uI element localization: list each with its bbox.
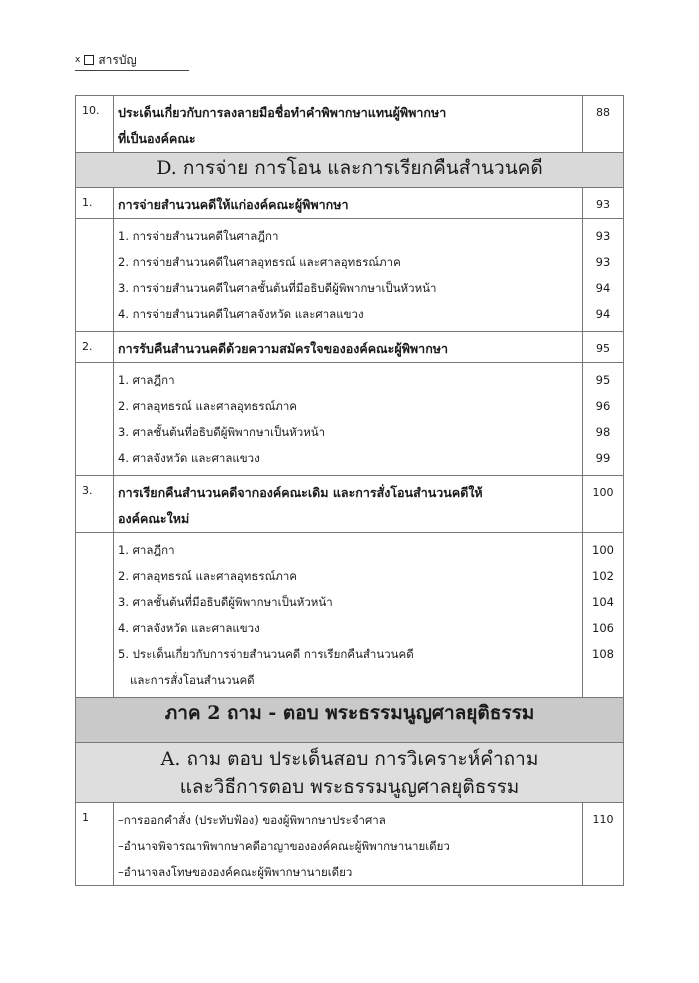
sub-page: 93 [595, 255, 611, 269]
sub-item: 3. ศาลชั้นต้นที่มีอธิบดีผู้พิพากษาเป็นหัวหน้า [118, 595, 333, 609]
title-line: ที่เป็นองค์คณะ [118, 131, 196, 146]
table-of-contents [75, 95, 624, 886]
sub-item: 4. การจ่ายสำนวนคดีในศาลจังหวัด และศาลแขวง [118, 307, 364, 321]
sub-item: 2. การจ่ายสำนวนคดีในศาลอุทธรณ์ และศาลอุทธรณ์ภาค [118, 255, 401, 269]
heading-line: A. ถาม ตอบ ประเด็นสอบ การวิเคราะห์คำถาม [160, 747, 539, 770]
sub-item: 5. ประเด็นเกี่ยวกับการจ่ายสำนวนคดี การเรียกคืนสำนวนคดี [118, 647, 414, 661]
toc-subrows [76, 363, 624, 476]
sub-page: 94 [595, 281, 611, 295]
sub-item: 2. ศาลอุทธรณ์ และศาลอุทธรณ์ภาค [118, 399, 297, 413]
sub-item: 1. ศาลฎีกา [118, 373, 175, 387]
title-line: การเรียกคืนสำนวนคดีจากองค์คณะเดิม และการสั่งโอนสำนวนคดีให้ [118, 485, 483, 500]
page-number: 100 [583, 476, 624, 533]
toc-row [76, 803, 624, 886]
sub-page: 95 [595, 373, 611, 387]
title-line: ประเด็นเกี่ยวกับการลงลายมือชื่อทำคำพิพากษาแทนผู้พิพากษา [118, 105, 447, 120]
page-number: 110 [583, 803, 624, 886]
title-line: –การออกคำสั่ง (ประทับฟ้อง) ของผู้พิพากษาประจำศาล [118, 813, 386, 827]
sub-item-continued: และการสั่งโอนสำนวนคดี [130, 673, 255, 687]
sub-item: 1. การจ่ายสำนวนคดีในศาลฎีกา [118, 229, 279, 243]
sub-page: 102 [592, 569, 614, 583]
sub-page: 93 [595, 229, 611, 243]
part-heading: ภาค 2 ถาม - ตอบ พระธรรมนูญศาลยุติธรรม [76, 698, 624, 743]
toc-row [76, 188, 624, 219]
toc-subrows [76, 219, 624, 332]
sub-item: 1. ศาลฎีกา [118, 543, 175, 557]
header-mark: x [75, 55, 81, 65]
sub-item: 4. ศาลจังหวัด และศาลแขวง [118, 621, 260, 635]
sub-page: 94 [595, 307, 611, 321]
sub-page: 106 [592, 621, 614, 635]
sub-page: 98 [595, 425, 611, 439]
page-number: 95 [583, 332, 624, 363]
section-heading-d: D. การจ่าย การโอน และการเรียกคืนสำนวนคดี [76, 153, 624, 188]
page-number: 88 [583, 96, 624, 153]
section-heading-a [76, 743, 624, 803]
sub-page: 104 [592, 595, 614, 609]
title-line: –อำนาจพิจารณาพิพากษาคดีอาญาขององค์คณะผู้พิพากษานายเดียว [118, 839, 450, 853]
toc-row [76, 96, 624, 153]
sub-item: 3. การจ่ายสำนวนคดีในศาลชั้นต้นที่มีอธิบดีผู้พิพากษาเป็นหัวหน้า [118, 281, 437, 295]
row-number: 3. [76, 476, 114, 533]
sub-item: 2. ศาลอุทธรณ์ และศาลอุทธรณ์ภาค [118, 569, 297, 583]
checkbox-icon [84, 55, 94, 65]
sub-page: 108 [592, 647, 614, 661]
title-line: องค์คณะใหม่ [118, 511, 190, 526]
running-header [75, 50, 189, 71]
toc-subrows [76, 533, 624, 698]
row-title: การรับคืนสำนวนคดีด้วยความสมัครใจขององค์คณะผู้พิพากษา [114, 332, 583, 363]
sub-item: 4. ศาลจังหวัด และศาลแขวง [118, 451, 260, 465]
sub-item: 3. ศาลชั้นต้นที่อธิบดีผู้พิพากษาเป็นหัวหน้า [118, 425, 326, 439]
heading-line: และวิธีการตอบ พระธรรมนูญศาลยุติธรรม [179, 775, 520, 798]
sub-page: 99 [595, 451, 611, 465]
toc-row [76, 476, 624, 533]
row-title [114, 476, 583, 533]
row-title [114, 96, 583, 153]
sub-page: 100 [592, 543, 614, 557]
row-title: การจ่ายสำนวนคดีให้แก่องค์คณะผู้พิพากษา [114, 188, 583, 219]
page-number: 93 [583, 188, 624, 219]
title-line: –อำนาจลงโทษขององค์คณะผู้พิพากษานายเดียว [118, 865, 353, 879]
row-title [114, 803, 583, 886]
row-number: 1. [76, 188, 114, 219]
sub-page: 96 [595, 399, 611, 413]
row-number: 10. [76, 96, 114, 153]
row-number: 2. [76, 332, 114, 363]
row-number: 1 [76, 803, 114, 886]
toc-row [76, 332, 624, 363]
header-title: สารบัญ [98, 52, 137, 67]
